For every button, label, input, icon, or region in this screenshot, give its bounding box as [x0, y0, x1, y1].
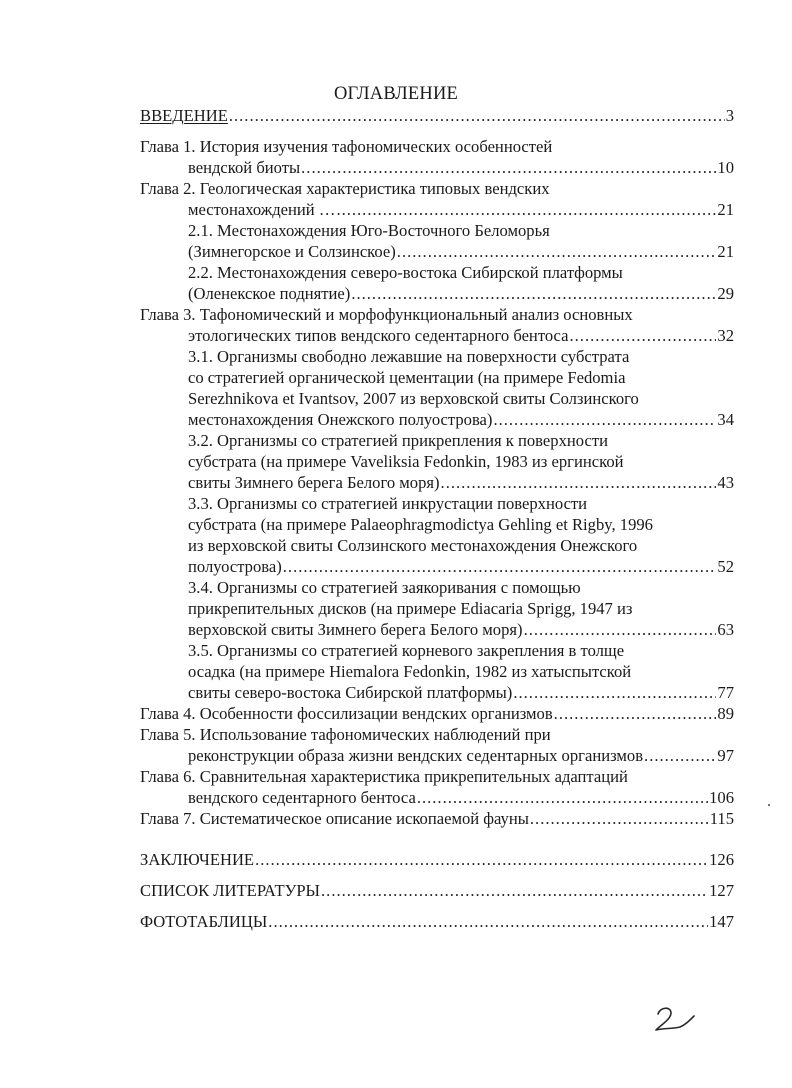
toc-title: ОГЛАВЛЕНИЕ — [333, 84, 459, 104]
toc-entry-section-3-4-cont[interactable] — [188, 620, 734, 640]
toc-page-number: 147 — [709, 912, 734, 931]
toc-page-number: 34 — [717, 410, 734, 429]
toc-entry-chapter-1[interactable] — [140, 137, 552, 157]
toc-entry-text: 2.2. Местонахождения северо-востока Сибирской платформы — [188, 263, 623, 282]
toc-entry-text: 3.4. Организмы со стратегией заякоривания с помощью — [188, 578, 581, 597]
toc-entry-text: верховской свиты Зимнего берега Белого моря) — [188, 620, 523, 639]
toc-page-number: 106 — [709, 788, 734, 807]
toc-leader-dots — [524, 620, 717, 640]
toc-entry-text: свиты Зимнего берега Белого моря) — [188, 473, 440, 492]
toc-entry-text: Serezhnikova et Ivantsov, 2007 из верховской свиты Солзинского — [188, 389, 639, 408]
toc-entry-section-3-3-cont[interactable] — [188, 515, 653, 535]
handwritten-page-number — [652, 1004, 698, 1034]
toc-page-number: 29 — [717, 284, 734, 303]
toc-entry-text: ВВЕДЕНИЕ — [140, 106, 228, 125]
toc-entry-section-3-3-cont[interactable] — [188, 536, 637, 556]
toc-entry-section-3-1-cont[interactable] — [188, 389, 639, 409]
toc-leader-dots — [301, 158, 716, 178]
toc-entry-section-3-2-cont[interactable] — [188, 452, 624, 472]
toc-leader-dots — [417, 788, 708, 808]
toc-entry-chapter-5-cont[interactable] — [188, 746, 734, 766]
toc-entry-section-3-3[interactable] — [188, 494, 587, 514]
toc-page-number: 32 — [717, 326, 734, 345]
toc-leader-dots — [397, 242, 717, 262]
toc-entry-section-3-5-cont[interactable] — [188, 662, 631, 682]
toc-entry-text: субстрата (на примере Palaeophragmodictya Gehling et Rigby, 1996 — [188, 515, 653, 534]
toc-page-number: 3 — [725, 106, 734, 125]
toc-entry-chapter-2-cont[interactable] — [188, 200, 734, 220]
toc-page-number: 21 — [717, 200, 734, 219]
toc-entry-section-3-2[interactable] — [188, 431, 608, 451]
toc-entry-text: (Оленекское поднятие) — [188, 284, 351, 303]
toc-entry-text: Глава 7. Систематическое описание ископаемой фауны — [140, 809, 529, 828]
toc-entry-introduction[interactable] — [140, 106, 734, 126]
toc-entry-text: СПИСОК ЛИТЕРАТУРЫ — [140, 881, 321, 900]
toc-entry-section-2-2-cont[interactable] — [188, 284, 734, 304]
toc-leader-dots — [644, 746, 716, 766]
toc-entry-chapter-7[interactable] — [140, 809, 734, 829]
toc-entry-text: ФОТОТАБЛИЦЫ — [140, 912, 268, 931]
toc-entry-text: местонахождения Онежского полуострова) — [188, 410, 493, 429]
toc-entry-section-3-4[interactable] — [188, 578, 581, 598]
toc-entry-chapter-5[interactable] — [140, 725, 551, 745]
toc-entry-section-3-2-cont[interactable] — [188, 473, 734, 493]
toc-leader-dots — [351, 284, 716, 304]
toc-entry-text: полуострова) — [188, 557, 282, 576]
toc-entry-text: вендского седентарного бентоса — [188, 788, 416, 807]
toc-entry-photo-plates[interactable] — [140, 912, 734, 932]
toc-leader-dots — [570, 326, 717, 346]
toc-entry-text: 2.1. Местонахождения Юго-Восточного Беломорья — [188, 221, 550, 240]
toc-page-number: 126 — [709, 850, 734, 869]
toc-entry-text: реконструкции образа жизни вендских седентарных организмов — [188, 746, 644, 765]
toc-leader-dots — [229, 106, 725, 126]
toc-entry-section-2-2[interactable] — [188, 263, 623, 283]
toc-entry-text: 3.1. Организмы свободно лежавшие на поверхности субстрата — [188, 347, 630, 366]
toc-leader-dots — [493, 410, 716, 430]
toc-entry-chapter-2[interactable] — [140, 179, 550, 199]
toc-entry-section-3-5-cont[interactable] — [188, 683, 734, 703]
toc-entry-section-2-1[interactable] — [188, 221, 550, 241]
toc-leader-dots — [268, 912, 708, 932]
toc-entry-text: прикрепительных дисков (на примере Ediacaria Sprigg, 1947 из — [188, 599, 633, 618]
toc-entry-chapter-1-cont[interactable] — [188, 158, 734, 178]
toc-leader-dots — [441, 473, 717, 493]
toc-entry-chapter-6[interactable] — [140, 767, 628, 787]
toc-entry-text: вендской биоты — [188, 158, 301, 177]
toc-leader-dots — [513, 683, 716, 703]
toc-leader-dots — [255, 850, 708, 870]
toc-entry-chapter-6-cont[interactable] — [188, 788, 734, 808]
toc-entry-section-3-5[interactable] — [188, 641, 624, 661]
toc-page-number: 63 — [717, 620, 734, 639]
toc-page-number: 115 — [709, 809, 734, 828]
toc-leader-dots — [530, 809, 709, 829]
toc-leader-dots — [321, 881, 708, 901]
toc-page-number: 21 — [717, 242, 734, 261]
toc-entry-text: 3.5. Организмы со стратегией корневого закрепления в толще — [188, 641, 625, 660]
toc-entry-text: из верховской свиты Солзинского местонахождения Онежского — [188, 536, 638, 555]
toc-entry-text: со стратегией органической цементации (на примере Fedomia — [188, 368, 626, 387]
toc-leader-dots — [554, 704, 717, 724]
toc-page-number: 52 — [717, 557, 734, 576]
toc-entry-text: Глава 6. Сравнительная характеристика прикрепительных адаптаций — [140, 767, 628, 786]
toc-page-number: 77 — [717, 683, 734, 702]
toc-entry-text: 3.3. Организмы со стратегией инкрустации поверхности — [188, 494, 588, 513]
toc-entry-text: местонахождений … — [188, 200, 336, 219]
toc-entry-text: Глава 3. Тафономический и морфофункциональный анализ основных — [140, 305, 633, 324]
toc-entry-chapter-4[interactable] — [140, 704, 734, 724]
toc-entry-section-2-1-cont[interactable] — [188, 242, 734, 262]
toc-entry-text: субстрата (на примере Vaveliksia Fedonkin, 1983 из ергинской — [188, 452, 624, 471]
toc-entry-section-3-3-cont[interactable] — [188, 557, 734, 577]
toc-entry-conclusion[interactable] — [140, 850, 734, 870]
scan-speck — [768, 804, 770, 806]
toc-entry-section-3-1[interactable] — [188, 347, 629, 367]
toc-leader-dots — [283, 557, 717, 577]
toc-entry-text: осадка (на примере Hiemalora Fedonkin, 1982 из хатыспытской — [188, 662, 632, 681]
toc-entry-chapter-3[interactable] — [140, 305, 633, 325]
toc-entry-section-3-1-cont[interactable] — [188, 368, 625, 388]
toc-page-number: 127 — [709, 881, 734, 900]
toc-page-number: 97 — [717, 746, 734, 765]
toc-entry-text: (Зимнегорское и Солзинское) — [188, 242, 396, 261]
toc-leader-dots — [336, 200, 716, 220]
toc-entry-section-3-1-cont[interactable] — [188, 410, 734, 430]
toc-entry-text: Глава 1. История изучения тафономических особенностей — [140, 137, 553, 156]
toc-page-number: 10 — [717, 158, 734, 177]
toc-entry-text: Глава 4. Особенности фоссилизации вендских организмов — [140, 704, 553, 723]
toc-page-number: 89 — [717, 704, 734, 723]
toc-page-number: 43 — [717, 473, 734, 492]
toc-entry-text: 3.2. Организмы со стратегией прикрепления к поверхности — [188, 431, 608, 450]
toc-entry-text: этологических типов вендского седентарного бентоса — [188, 326, 569, 345]
toc-entry-text: Глава 2. Геологическая характеристика типовых вендских — [140, 179, 550, 198]
toc-entry-text: ЗАКЛЮЧЕНИЕ — [140, 850, 255, 869]
toc-entry-chapter-3-cont[interactable] — [188, 326, 734, 346]
toc-entry-references[interactable] — [140, 881, 734, 901]
toc-entry-text: свиты северо-востока Сибирской платформы) — [188, 683, 513, 702]
toc-entry-text: Глава 5. Использование тафономических наблюдений при — [140, 725, 551, 744]
toc-entry-section-3-4-cont[interactable] — [188, 599, 632, 619]
